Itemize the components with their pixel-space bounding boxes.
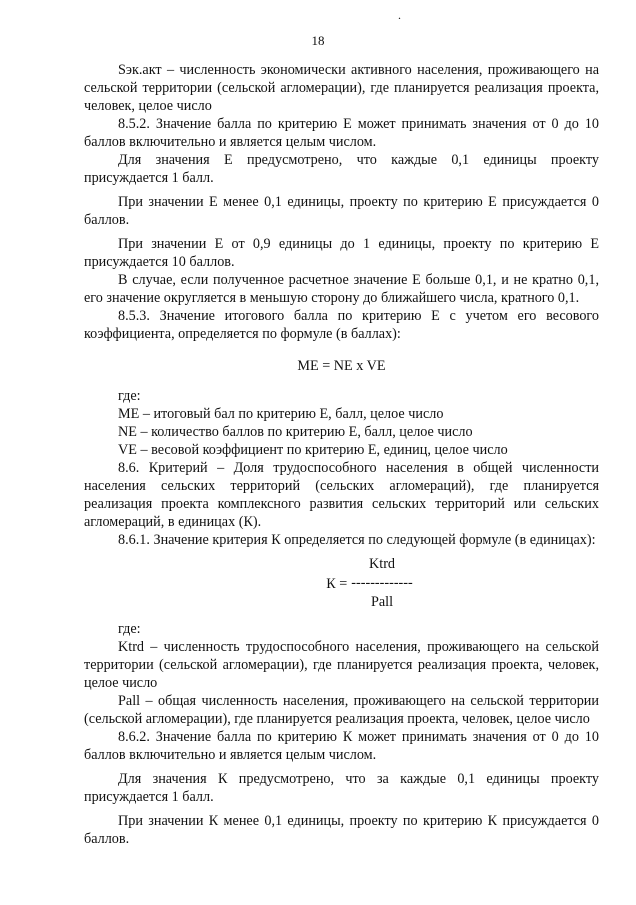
paragraph-k-points: Для значения К предусмотрено, что за каждые 0,1 единицы проекту присуждается 1 балл.: [84, 771, 599, 805]
paragraph-8-6-1: 8.6.1. Значение критерия К определяется по следующей формуле (в единицах):: [118, 532, 596, 548]
page-number: 18: [311, 33, 325, 48]
document-body: [84, 61, 599, 848]
formula-k: [84, 555, 599, 612]
paragraph-8-6-2: 8.6.2. Значение балла по критерию К может принимать значения от 0 до 10 баллов включительно и является целым числом.: [84, 729, 599, 763]
formula-k-bar: -------------: [351, 575, 413, 591]
formula-k-denominator: Pall: [370, 594, 394, 610]
where-label-1: где:: [118, 388, 141, 404]
paragraph-8-5-2: 8.5.2. Значение балла по критерию Е может принимать значения от 0 до 10 баллов включительно и является целым числом.: [84, 116, 599, 150]
definition-ne: NЕ – количество баллов по критерию Е, балл, целое число: [118, 424, 473, 440]
formula-k-numerator: Ktrd: [369, 556, 396, 572]
paragraph-k-less: При значении К менее 0,1 единицы, проекту по критерию К присуждается 0 баллов.: [84, 813, 599, 847]
scan-dot: .: [398, 8, 401, 22]
formula-k-fraction: [351, 555, 412, 612]
formula-me: МЕ = NЕ x VЕ: [297, 358, 386, 374]
definition-me: МЕ – итоговый бал по критерию Е, балл, целое число: [118, 406, 444, 422]
where-label-2: где:: [118, 621, 141, 637]
paragraph-e-points: Для значения Е предусмотрено, что каждые 0,1 единицы проекту присуждается 1 балл.: [84, 152, 599, 186]
definition-ve: VЕ – весовой коэффициент по критерию Е, единиц, целое число: [118, 442, 508, 458]
definition-pall: Pall – общая численность населения, проживающего на сельской территории (сельской агломерации), где планируется реализация проекта, человек, целое число: [84, 693, 599, 727]
paragraph-e-rounding: В случае, если полученное расчетное значение Е больше 0,1, и не кратно 0,1, его значение округляется в меньшую сторону до ближайшего числа, кратного 0,1.: [84, 272, 599, 306]
paragraph-8-5-3: 8.5.3. Значение итогового балла по критерию Е с учетом его весового коэффициента, определяется по формуле (в баллах):: [84, 308, 599, 342]
definition-ktrd: Ktrd – численность трудоспособного населения, проживающего на сельской территории (сельской агломерации), где планируется реализация проекта, человек, целое число: [84, 639, 599, 691]
paragraph-8-6: 8.6. Критерий – Доля трудоспособного населения в общей численности населения сельских территорий (сельских агломераций), где планируется реализация проекта комплексного развития сельских территорий или сельских агломераций, в единицах (К).: [84, 460, 599, 530]
paragraph-e-less: При значении Е менее 0,1 единицы, проекту по критерию Е присуждается 0 баллов.: [84, 194, 599, 228]
formula-k-lhs: К =: [326, 575, 348, 592]
paragraph-e-range: При значении Е от 0,9 единицы до 1 единицы, проекту по критерию Е присуждается 10 баллов.: [84, 236, 599, 270]
paragraph-sek-definition: Sэк.акт – численность экономически активного населения, проживающего на сельской территории (сельской агломерации), где планируется реализация проекта, человек, целое число: [84, 62, 599, 114]
